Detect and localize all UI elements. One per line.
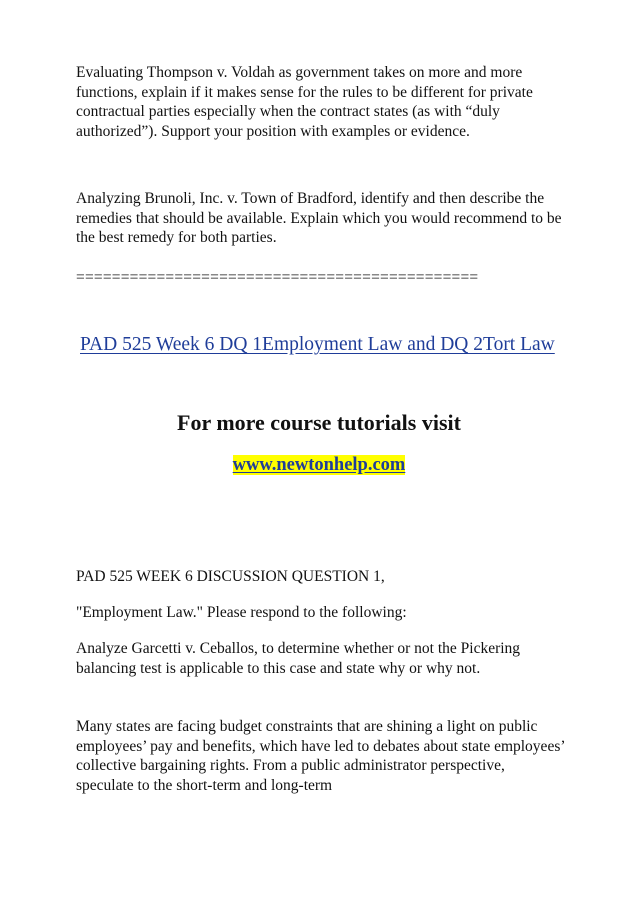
promo-heading: For more course tutorials visit bbox=[177, 410, 461, 435]
paragraph-brunoli-bradford: Analyzing Brunoli, Inc. v. Town of Bradford, identify and then describe the remedies that should be available. Explain which you would recommend to be the best remedy for both parties. bbox=[76, 190, 562, 246]
course-title-link[interactable]: PAD 525 Week 6 DQ 1Employment Law and DQ 2Tort Law bbox=[80, 334, 555, 355]
website-link-line bbox=[0, 454, 638, 476]
separator-line: ============================================= bbox=[76, 269, 479, 286]
paragraph-thompson-voldah: Evaluating Thompson v. Voldah as government takes on more and more functions, explain if it makes sense for the rules to be different for private contractual parties especially when the contract states (as with “duly authorized”). Support your position with examples or evidence. bbox=[76, 64, 533, 140]
question-budget-constraints: Many states are facing budget constraints that are shining a light on public employees’ pay and benefits, which have led to debates about state employees’ collective bargaining rights. From a public administrator perspective, speculate to the short-term and long-term bbox=[76, 718, 565, 794]
discussion-title: PAD 525 WEEK 6 DISCUSSION QUESTION 1, bbox=[76, 568, 385, 585]
question-garcetti: Analyze Garcetti v. Ceballos, to determine whether or not the Pickering balancing test is applicable to this case and state why or why not. bbox=[76, 640, 521, 677]
discussion-prompt: "Employment Law." Please respond to the following: bbox=[76, 604, 407, 621]
website-link[interactable]: www.newtonhelp.com bbox=[232, 455, 406, 475]
